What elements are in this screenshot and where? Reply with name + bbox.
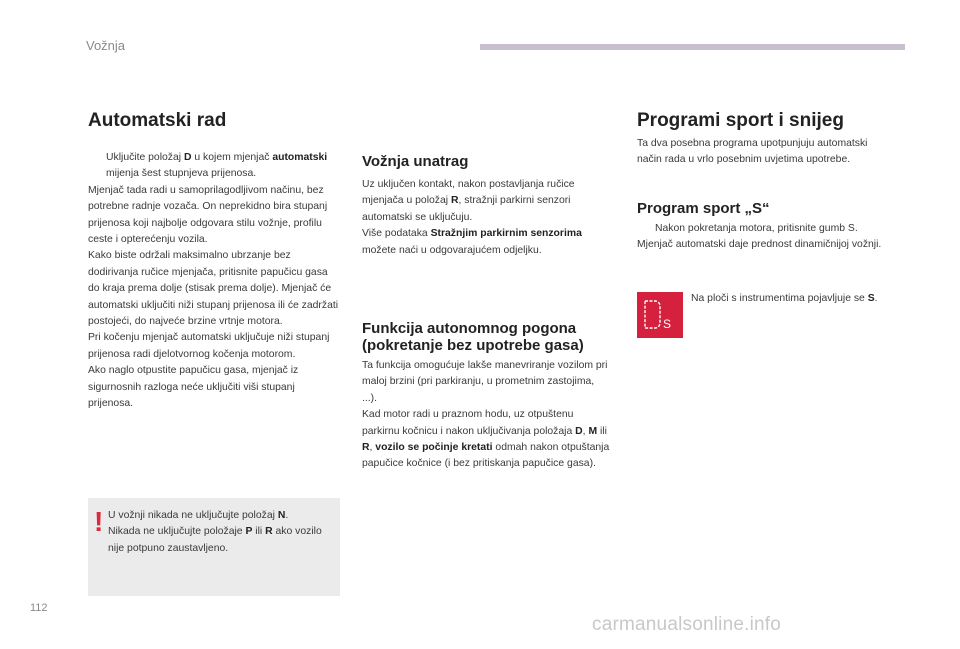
creep-text xyxy=(362,358,612,473)
text-run: mijenja šest stupnjeva prijenosa. xyxy=(106,168,257,180)
text-run: Na ploči s instrumentima pojavljuje se xyxy=(691,293,868,304)
warning-icon: ! xyxy=(94,506,104,537)
warning-text xyxy=(108,508,336,557)
emphasis-text: R xyxy=(265,526,273,538)
text-run: , xyxy=(582,425,589,437)
automatic-bullet xyxy=(88,150,340,183)
automatic-paragraph: Mjenjač tada radi u samoprilagodljivom načinu, bez potrebne radnje vozača. On neprekidno bira stupanj prijenosa koji najbolje odgovara stilu vožnje, profilu ceste i opterećenju vozila. Kako biste održali maksimalno ubrzanje bez dodirivanja ručice mjenjača, pritisnite papučicu gasa do kraja prema dolje (stisak prema dolje). Mjenjač će automatski uključiti niži stupanj prijenosa ili će zadržati postojeći, do najveće brzine vrtnje motora. Pri kočenju mjenjač automatski uključuje niži stupanj prijenosa radi djelotvornog kočenja motorom. Ako naglo otpustite papučicu gasa, mjenjač iz sigurnosnih razloga neće uključiti viši stupanj prijenosa. xyxy=(88,184,339,410)
sport-title: Program sport „S“ xyxy=(637,200,770,217)
text-run: Ta funkcija omogućuje lakše manevriranje vozilom pri maloj brzini (pri parkiranju, u prometnim zastojima, ...). Kad motor radi u praznom hodu, uz otpuštenu parkirnu kočnicu i nakon uključivanja položaja xyxy=(362,360,608,437)
emphasis-text: S xyxy=(867,293,875,304)
automatic-title: Automatski rad xyxy=(88,110,227,131)
text-run: ili xyxy=(252,526,266,538)
sport-section xyxy=(637,221,885,254)
creep-title: Funkcija autonomnog pogona (pokretanje bez upotrebe gasa) xyxy=(362,320,584,354)
emphasis-text: D xyxy=(575,425,583,437)
text-run: . Nikada ne uključujte položaje xyxy=(108,510,289,538)
emphasis-text: automatski xyxy=(272,152,328,163)
text-run: , xyxy=(369,442,376,454)
text-run: U vožnji nikada ne uključujte položaj xyxy=(108,510,278,521)
emphasis-text: R xyxy=(362,442,370,454)
text-run: Uz uključen kontakt, nakon postavljanja ručice mjenjača u položaj xyxy=(362,179,575,207)
text-run: , stražnji parkirni senzori automatski se uključuju. Više podataka xyxy=(362,195,571,240)
text-run: . xyxy=(874,293,878,304)
text-run: odmah nakon otpuštanja papučice kočnice (i bez pritiskanja papučice gasa). xyxy=(362,442,610,470)
emphasis-text: N xyxy=(277,510,286,521)
warning-box xyxy=(88,498,340,596)
emphasis-text: Stražnjim parkirnim senzorima xyxy=(430,228,582,240)
svg-text:S: S xyxy=(663,317,672,331)
header-bar xyxy=(480,44,905,50)
programs-title: Programi sport i snijeg xyxy=(637,110,844,131)
sport-bullet xyxy=(637,221,885,237)
text-run: ili xyxy=(597,425,607,437)
emphasis-text: D xyxy=(183,152,192,163)
text-run: u kojem mjenjač xyxy=(191,152,273,163)
icon-note xyxy=(691,291,891,307)
reverse-text xyxy=(362,177,612,259)
reverse-title: Vožnja unatrag xyxy=(362,153,469,170)
automatic-bullet-text xyxy=(106,152,327,179)
sport-indicator-glyph xyxy=(637,292,683,338)
text-run: ako vozilo nije potpuno zaustavljeno. xyxy=(108,526,322,554)
emphasis-text: vozilo se počinje kretati xyxy=(375,442,493,454)
automatic-section xyxy=(88,150,340,413)
programs-intro: Ta dva posebna programa upotpunjuju automatski način rada u vrlo posebnim uvjetima upotrebe. xyxy=(637,138,868,166)
emphasis-text: R xyxy=(450,195,459,207)
page-number: 112 xyxy=(30,602,48,614)
sport-text: Mjenjač automatski daje prednost dinamičnijoj vožnji. xyxy=(637,239,882,251)
emphasis-text: M xyxy=(588,425,598,437)
text-run: Uključite položaj xyxy=(106,152,184,163)
gearbox-sport-indicator-icon xyxy=(637,292,683,338)
text-run: možete naći u odgovarajućem odjeljku. xyxy=(362,244,542,256)
sport-bullet-text: Nakon pokretanja motora, pritisnite gumb S. xyxy=(655,223,858,234)
emphasis-text: P xyxy=(245,526,253,538)
watermark: carmanualsonline.info xyxy=(592,614,782,635)
section-title: Vožnja xyxy=(86,38,126,53)
